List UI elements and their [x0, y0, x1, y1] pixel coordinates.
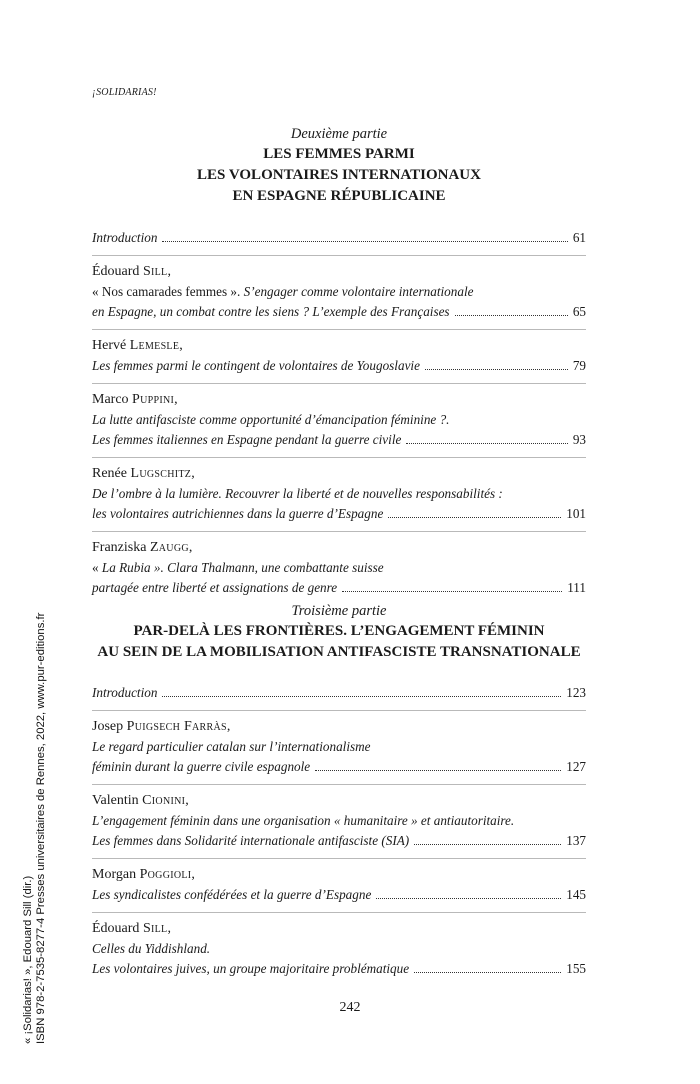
part-3-title-line: AU SEIN DE LA MOBILISATION ANTIFASCISTE TRANSNATIONALE [97, 644, 581, 660]
part-2-toc [92, 222, 586, 605]
toc-entry[interactable] [92, 532, 586, 605]
entry-title-line: Les femmes dans Solidarité internationale antifasciste (SIA) [92, 833, 410, 848]
dot-leader [162, 241, 567, 242]
part-3-label: Troisième partie [291, 603, 387, 619]
dot-leader [315, 770, 561, 771]
author: Marco Puppini, [92, 392, 178, 407]
author: Morgan Poggioli, [92, 867, 195, 882]
entry-title-line: Les femmes parmi le contingent de volontaires de Yougoslavie [92, 358, 420, 373]
page-ref: 155 [566, 961, 586, 976]
toc-entry[interactable] [92, 458, 586, 532]
dot-leader [414, 844, 561, 845]
entry-title-line: féminin durant la guerre civile espagnole [92, 759, 311, 774]
page-ref: 61 [572, 230, 586, 245]
dot-leader [388, 517, 561, 518]
part-2-section [92, 125, 586, 207]
toc-entry[interactable] [92, 384, 586, 458]
dot-leader [342, 591, 562, 592]
toc-entry-introduction[interactable] [92, 222, 586, 256]
entry-title-line: La lutte antifasciste comme opportunité d’émancipation féminine ?. [92, 412, 450, 427]
entry-title-line: De l’ombre à la lumière. Recouvrer la liberté et de nouvelles responsabilités : [92, 486, 503, 501]
author: Valentin Cionini, [92, 793, 189, 808]
author: Franziska Zaugg, [92, 540, 193, 555]
dot-leader [162, 696, 561, 697]
entry-title-line: « Nos camarades femmes ». S’engager comme volontaire internationale [92, 284, 474, 299]
toc-entry[interactable] [92, 711, 586, 785]
page-ref: 93 [572, 432, 586, 447]
part-2-title-line: EN ESPAGNE RÉPUBLICAINE [232, 188, 446, 204]
running-head: ¡SOLIDARIAS! [92, 87, 157, 98]
page-ref: 111 [567, 580, 586, 595]
author: Édouard Sill, [92, 921, 171, 936]
part-3-title-line: PAR-DELÀ LES FRONTIÈRES. L’ENGAGEMENT FÉMININ [133, 623, 545, 639]
entry-title-line: Les syndicalistes confédérées et la guerre d’Espagne [92, 887, 372, 902]
part-2-title [92, 144, 586, 207]
dot-leader [414, 972, 561, 973]
entry-title-line: Celles du Yiddishland. [92, 941, 211, 956]
part-3-toc [92, 677, 586, 986]
dot-leader [376, 898, 561, 899]
page-ref: 79 [572, 358, 586, 373]
part-2-label: Deuxième partie [290, 126, 388, 142]
entry-title-line: partagée entre liberté et assignations de genre [92, 580, 338, 595]
entry-title: Introduction [92, 230, 158, 245]
toc-entry[interactable] [92, 785, 586, 859]
author: Renée Lugschitz, [92, 466, 195, 481]
part-3-title [92, 621, 586, 663]
side-credit-line: « ¡Solidarias! », Edouard Sill (dir.) [22, 875, 34, 1044]
toc-entry[interactable] [92, 913, 586, 986]
author: Josep Puigsech Farràs, [92, 719, 231, 734]
toc-entry[interactable] [92, 859, 586, 913]
part-2-title-line: LES FEMMES PARMI [263, 146, 415, 162]
page-number: 242 [339, 1000, 361, 1015]
dot-leader [406, 443, 567, 444]
page-ref: 137 [566, 833, 586, 848]
page-ref: 123 [566, 685, 586, 700]
side-credit-line: ISBN 978-2-7535-8277-4 Presses universitaires de Rennes, 2022, www.pur-editions.fr [35, 612, 47, 1044]
entry-title-line: Les volontaires juives, un groupe majoritaire problématique [92, 961, 410, 976]
page-ref: 145 [566, 887, 586, 902]
author: Hervé Lemesle, [92, 338, 183, 353]
toc-entry-introduction[interactable] [92, 677, 586, 711]
dot-leader [455, 315, 568, 316]
dot-leader [425, 369, 568, 370]
side-credit [22, 613, 48, 1044]
part-3-section [92, 602, 586, 663]
part-2-title-line: LES VOLONTAIRES INTERNATIONAUX [197, 167, 481, 183]
entry-title-line: L’engagement féminin dans une organisation « humanitaire » et antiautoritaire. [92, 813, 515, 828]
author: Édouard Sill, [92, 264, 171, 279]
page-ref: 65 [572, 304, 586, 319]
entry-title-line: en Espagne, un combat contre les siens ? L’exemple des Françaises [92, 304, 450, 319]
entry-title-line: Les femmes italiennes en Espagne pendant la guerre civile [92, 432, 402, 447]
entry-title-line: les volontaires autrichiennes dans la guerre d’Espagne [92, 506, 384, 521]
page-ref: 101 [566, 506, 586, 521]
toc-entry[interactable] [92, 330, 586, 384]
toc-entry[interactable] [92, 256, 586, 330]
entry-title-line: « La Rubia ». Clara Thalmann, une combattante suisse [92, 560, 384, 575]
entry-title: Introduction [92, 685, 158, 700]
page-ref: 127 [566, 759, 586, 774]
entry-title-line: Le regard particulier catalan sur l’internationalisme [92, 739, 371, 754]
